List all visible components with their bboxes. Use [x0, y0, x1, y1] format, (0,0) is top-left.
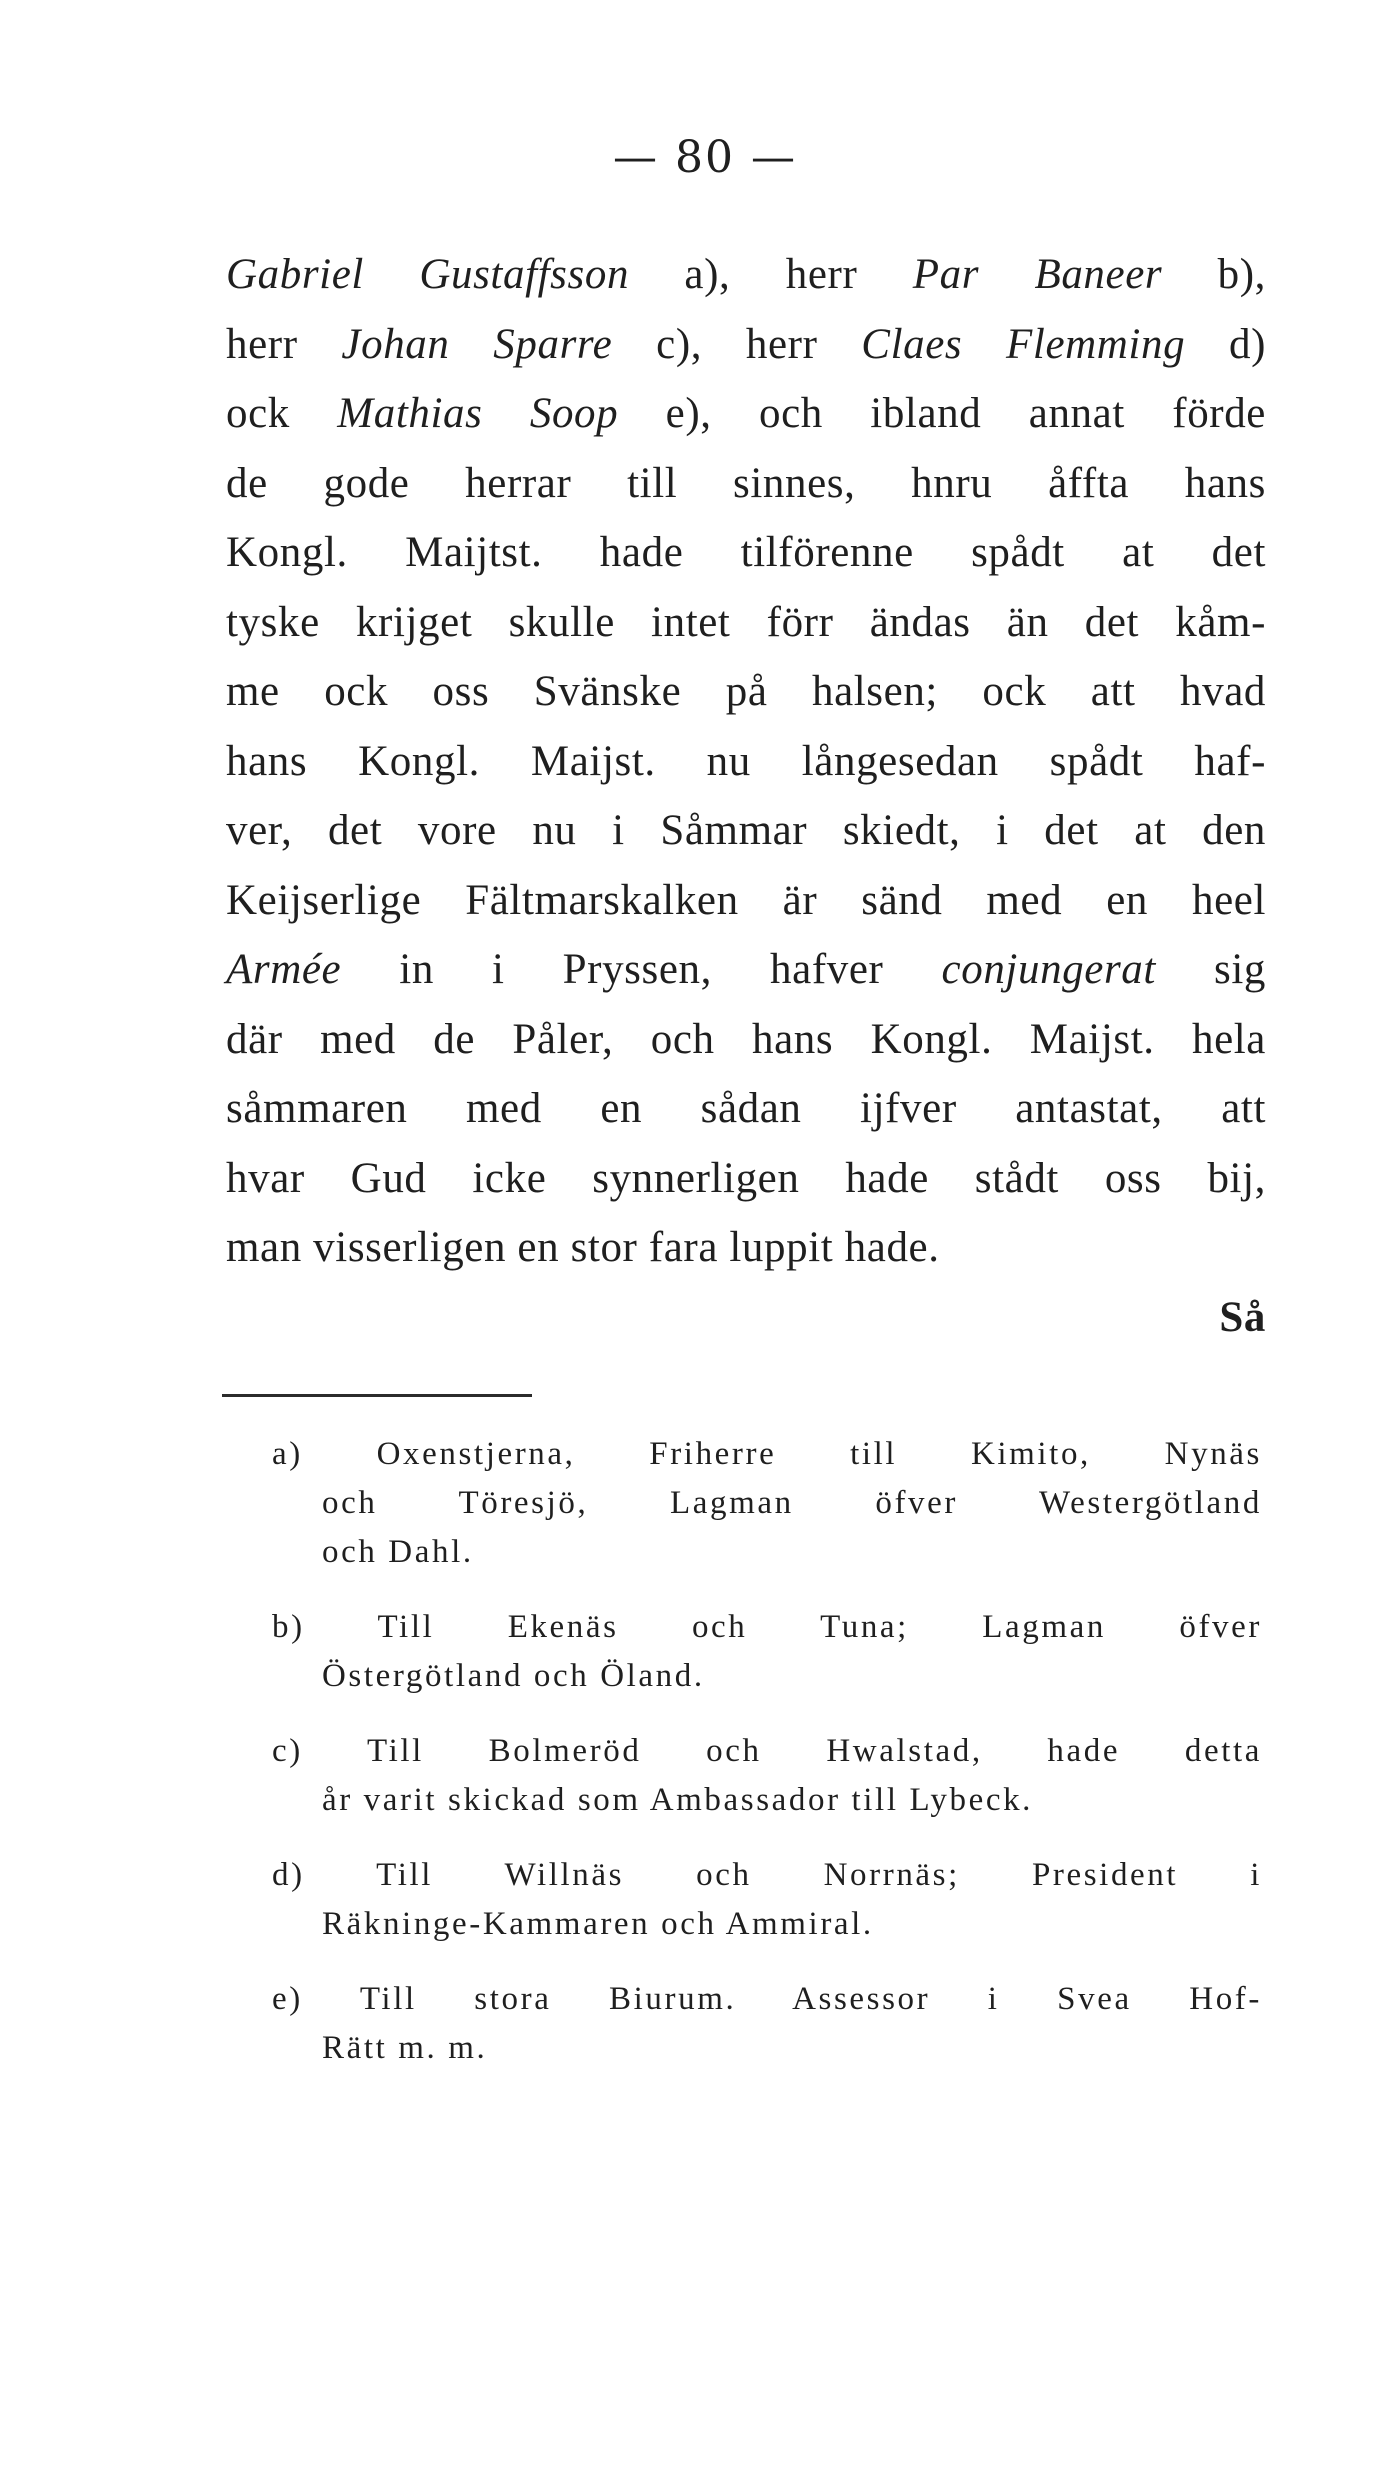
italic-name: Gabriel Gustaffsson: [226, 251, 630, 298]
footnote-label: a): [272, 1436, 303, 1472]
text-line: [226, 518, 1266, 588]
italic-name: Claes Flemming: [861, 320, 1186, 368]
footnote-text: Rätt m. m.: [322, 2030, 488, 2066]
footnotes-block: [272, 1430, 1262, 2099]
text-segment: e), och ibland annat förde: [618, 390, 1266, 437]
text-segment: Kongl. Maijtst. hade tilförenne spådt at det: [226, 529, 1266, 576]
italic-name: Mathias Soop: [337, 390, 619, 437]
footnote-text: Till Bolmeröd och Hwalstad, hade detta: [367, 1733, 1262, 1769]
footnote-line: [272, 2024, 1262, 2073]
footnote-line: [272, 1727, 1262, 1776]
main-text-block: [226, 240, 1266, 1352]
text-segment: a), herr: [629, 251, 913, 298]
text-line: [226, 379, 1266, 449]
footnote-text: Oxenstjerna, Friherre till Kimito, Nynäs: [376, 1436, 1262, 1472]
footnote-label: d): [272, 1857, 305, 1893]
footnote-line: [272, 1975, 1262, 2024]
footnote-text: Till Ekenäs och Tuna; Lagman öfver: [377, 1609, 1262, 1645]
text-line: [226, 310, 1266, 380]
footnote-label: b): [272, 1609, 305, 1645]
text-segment: de gode herrar till sinnes, hnru åffta hans: [226, 459, 1266, 507]
text-segment: tyske krijget skulle intet förr ändas än det kåm-: [226, 598, 1266, 646]
text-segment: ock: [226, 390, 338, 437]
italic-name: Armée: [226, 946, 342, 993]
catchword: Så: [1219, 1293, 1266, 1341]
footnote-line: [272, 1603, 1262, 1652]
page-number: — 80 —: [613, 132, 797, 183]
text-line: [226, 935, 1266, 1005]
footnote-line: [272, 1652, 1262, 1701]
footnote-text: Östergötland och Öland.: [322, 1658, 705, 1694]
text-segment: man visserligen en stor fara luppit hade.: [226, 1224, 940, 1271]
footnote-text: Till Willnäs och Norrnäs; President i: [376, 1857, 1262, 1893]
footnote-label: e): [272, 1981, 303, 2017]
text-segment: b),: [1162, 251, 1266, 298]
footnote-line: [272, 1900, 1262, 1949]
text-line: [226, 588, 1266, 658]
text-segment: Keijserlige Fältmarskalken är sänd med en heel: [226, 876, 1266, 924]
text-line: [226, 727, 1266, 797]
text-segment: där med de Påler, och hans Kongl. Maijst. hela: [226, 1015, 1266, 1063]
footnote-divider: [222, 1394, 532, 1397]
footnote: [272, 1603, 1262, 1701]
text-segment: såmmaren med en sådan ijfver antastat, att: [226, 1085, 1266, 1132]
text-line: [226, 1005, 1266, 1075]
text-line: [226, 240, 1266, 310]
footnote-line: [272, 1776, 1262, 1825]
text-line: [226, 866, 1266, 936]
footnote-text: och Dahl.: [322, 1534, 474, 1570]
footnote: [272, 1727, 1262, 1825]
text-segment: herr: [226, 320, 342, 368]
footnote-label: c): [272, 1733, 303, 1769]
footnote-line: [272, 1430, 1262, 1479]
text-line: [226, 796, 1266, 866]
footnote-text: år varit skickad som Ambassador till Lybeck.: [322, 1782, 1034, 1818]
text-segment: c), herr: [612, 320, 862, 368]
text-line: [226, 1074, 1266, 1144]
footnote: [272, 1851, 1262, 1949]
text-segment: sig: [1155, 946, 1266, 993]
text-segment: d): [1185, 320, 1266, 368]
italic-name: conjungerat: [941, 946, 1156, 993]
footnote-text: Räkninge-Kammaren och Ammiral.: [322, 1906, 874, 1942]
text-segment: ver, det vore nu i Såmmar skiedt, i det at den: [226, 807, 1266, 854]
footnote-line: [272, 1851, 1262, 1900]
text-line: [226, 657, 1266, 727]
italic-name: Johan Sparre: [341, 320, 613, 368]
footnote-line: [272, 1479, 1262, 1528]
text-line: [226, 1144, 1266, 1214]
footnote-line: [272, 1528, 1262, 1577]
footnote-text: Till stora Biurum. Assessor i Svea Hof-: [359, 1981, 1262, 2017]
text-line: [226, 1213, 1266, 1283]
footnote: [272, 1975, 1262, 2073]
italic-name: Par Baneer: [912, 251, 1163, 298]
footnote: [272, 1430, 1262, 1577]
text-segment: in i Pryssen, hafver: [341, 946, 942, 993]
text-segment: hvar Gud icke synnerligen hade stådt oss bij,: [226, 1154, 1266, 1202]
text-segment: me ock oss Svänske på halsen; ock att hvad: [226, 668, 1266, 715]
text-line: [226, 449, 1266, 519]
footnote-text: och Töresjö, Lagman öfver Westergötland: [322, 1485, 1262, 1521]
text-segment: hans Kongl. Maijst. nu långesedan spådt haf-: [226, 737, 1266, 785]
